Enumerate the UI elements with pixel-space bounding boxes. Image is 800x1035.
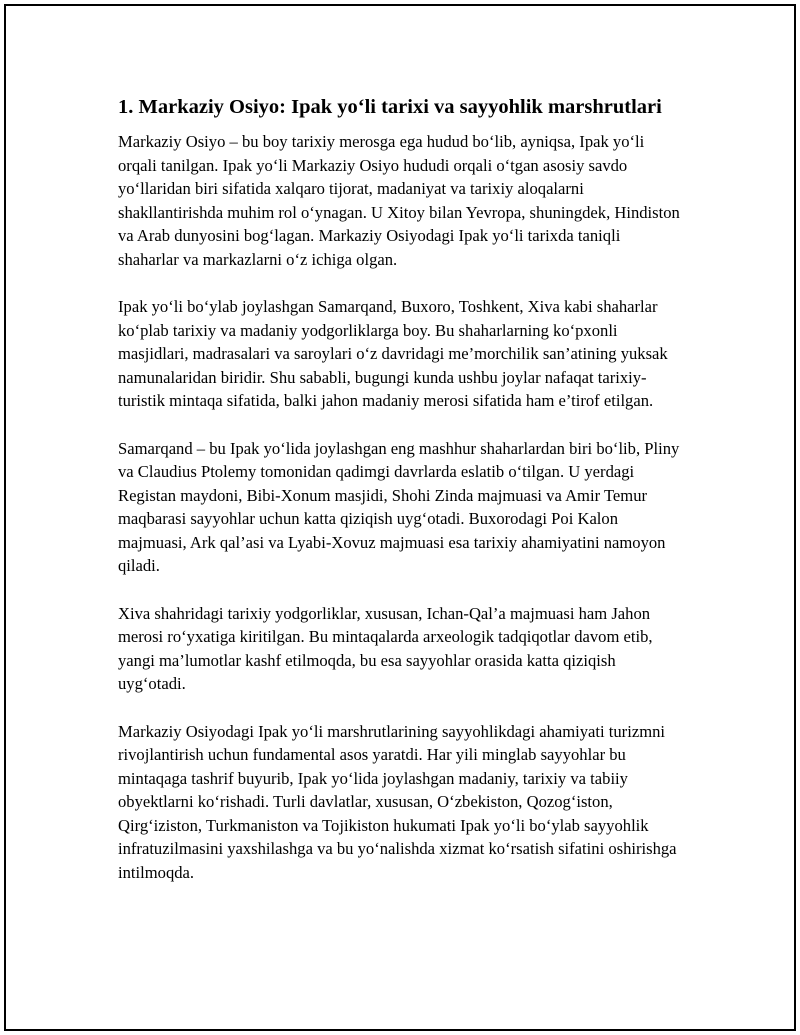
paragraph-cities: Ipak yo‘li bo‘ylab joylashgan Samarqand, Buxoro, Toshkent, Xiva kabi shaharlar ko‘plab tarixiy va madaniy yodgorliklarga boy. Bu shaharlarning ko‘pxonli masjidlari, madrasalari va saroylari o‘z davridagi me’morchilik san’atining yuksak namunalaridan biridir. Shu sababli, bugungi kunda ushbu joylar nafaqat tarixiy-turistik mintaqa sifatida, balki jahon madaniy merosi sifatida ham e’tirof etilgan. [118,297,668,410]
paragraph-intro: Markaziy Osiyo – bu boy tarixiy merosga ega hudud bo‘lib, ayniqsa, Ipak yo‘li orqali tanilgan. Ipak yo‘li Markaziy Osiyo hududi orqali o‘tgan asosiy savdo yo‘llaridan biri sifatida xalqaro tijorat, madaniyat va tarixiy aloqalarni shakllantirishda muhim rol o‘ynagan. U Xitoy bilan Yevropa, shuningdek, Hindiston va Arab dunyosini bog‘lagan. Markaziy Osiyodagi Ipak yo‘li tarixda taniqli shaharlar va markazlarni o‘z ichiga olgan. [118,132,680,269]
section-heading: 1. Markaziy Osiyo: Ipak yo‘li tarixi va sayyohlik marshrutlari [118,96,662,118]
paragraph-khiva: Xiva shahridagi tarixiy yodgorliklar, xususan, Ichan-Qal’a majmuasi ham Jahon merosi ro‘yxatiga kiritilgan. Bu mintaqalarda arxeologik tadqiqotlar davom etib, yangi ma’lumotlar kashf etilmoqda, bu esa sayyohlar orasida katta qiziqish uyg‘otadi. [118,603,653,693]
document-body [118,94,684,884]
paragraph-tourism: Markaziy Osiyodagi Ipak yo‘li marshrutlarining sayyohlikdagi ahamiyati turizmni rivojlantirish uchun fundamental asos yaratdi. Har yili minglab sayyohlar bu mintaqaga tashrif buyurib, Ipak yo‘lida joylashgan madaniy, tarixiy va tabiiy obyektlarni ko‘rishadi. Turli davlatlar, xususan, O‘zbekiston, Qozog‘iston, Qirg‘iziston, Turkmaniston va Tojikiston hukumati Ipak yo‘li bo‘ylab sayyohlik infratuzilmasini yaxshilashga va bu yo‘nalishda xizmat ko‘rsatish sifatini oshirishga intilmoqda. [118,721,677,882]
paragraph-samarkand: Samarqand – bu Ipak yo‘lida joylashgan eng mashhur shaharlardan biri bo‘lib, Pliny va Claudius Ptolemy tomonidan qadimgi davrlarda eslatib o‘tilgan. U yerdagi Registan maydoni, Bibi-Xonum masjidi, Shohi Zinda majmuasi va Amir Temur maqbarasi sayyohlar uchun katta qiziqish uyg‘otadi. Buxorodagi Poi Kalon majmuasi, Ark qal’asi va Lyabi-Xovuz majmuasi esa tarixiy ahamiyatini namoyon qiladi. [118,438,680,575]
